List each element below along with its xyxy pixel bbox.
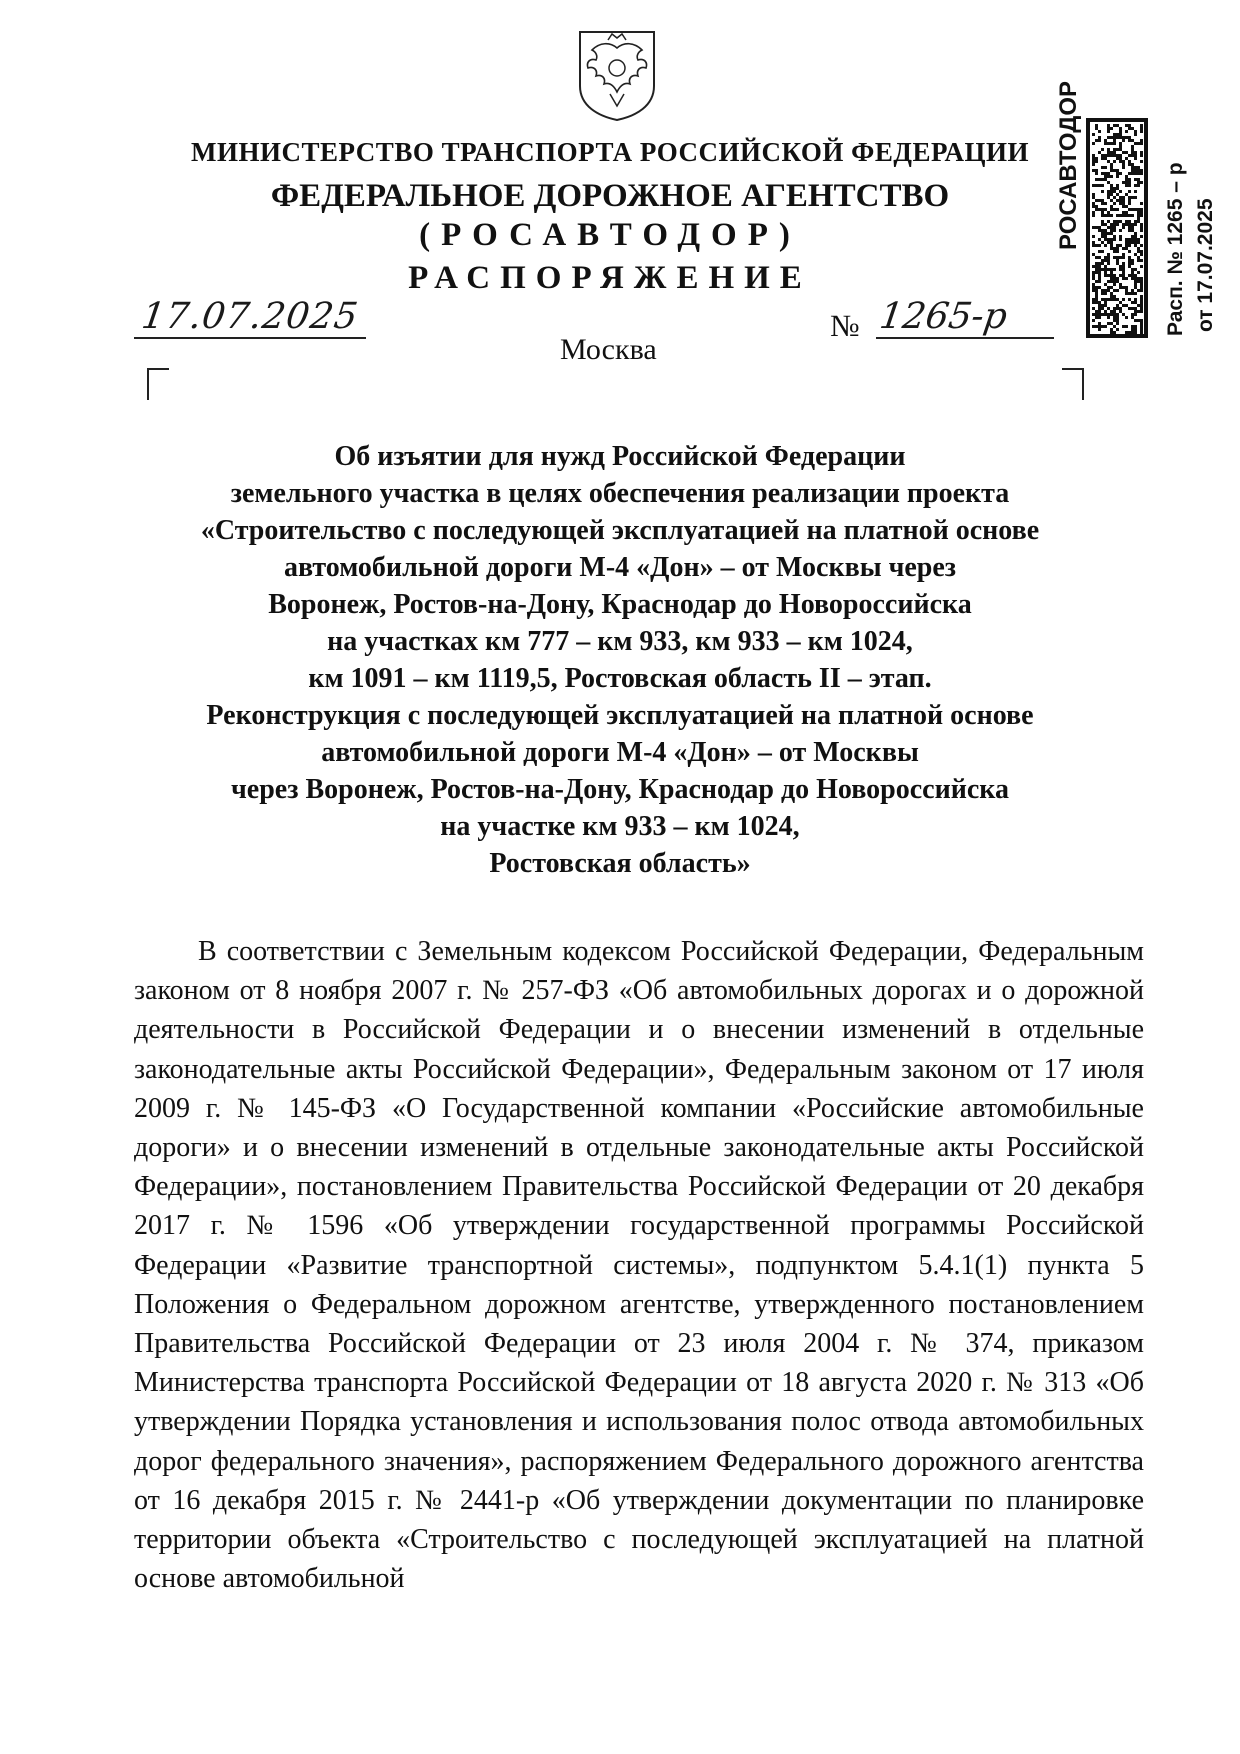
title-line: Ростовская область» [489, 848, 751, 879]
document-body [134, 932, 1144, 1598]
agency-abbreviation: (РОСАВТОДОР) [419, 217, 801, 253]
body-paragraph: В соответствии с Земельным кодексом Российской Федерации, Федеральным законом от 8 ноября 2007 г. № 257-ФЗ «Об автомобильных дорогах и о дорожной деятельности в Российской Федерации и о внесении изменений в отдельные законодательные акты Российской Федерации», Федеральным законом от 17 июля 2009 г. № 145-ФЗ «О Государственной компании «Российские автомобильные дороги» и о внесении изменений в отдельные законодательные акты Российской Федерации», постановлением Правительства Российской Федерации от 20 декабря 2017 г. № 1596 «Об утверждении государственной программы Российской Федерации «Развитие транспортной системы», подпунктом 5.4.1(1) пункта 5 Положения о Федеральном дорожном агентстве, утвержденного постановлением Правительства Российской Федерации от 23 июля 2004 г. № 374, приказом Министерства транспорта Российской Федерации от 18 августа 2020 г. № 313 «Об утверждении Порядка установления и использования полос отвода автомобильных дорог федерального значения», распоряжением Федерального дорожного агентства от 16 декабря 2015 г. № 2441-р «Об утверждении документации по планировке территории объекта «Строительство с последующей эксплуатацией на платной основе автомобильной [134, 936, 1144, 1595]
barcode-icon [1086, 118, 1148, 338]
ministry-name: МИНИСТЕРСТВО ТРАНСПОРТА РОССИЙСКОЙ ФЕДЕРАЦИИ [190, 137, 1030, 167]
document-number: 1265-р [877, 296, 1010, 337]
title-line: на участке км 933 – км 1024, [440, 811, 800, 842]
document-type: РАСПОРЯЖЕНИЕ [408, 260, 812, 296]
title-line: земельного участка в целях обеспечения реализации проекта [230, 478, 1010, 509]
title-line: автомобильной дороги М-4 «Дон» – от Москвы через [283, 552, 957, 583]
document-title [120, 438, 1120, 882]
title-bracket-left [147, 368, 169, 400]
title-line: на участках км 777 – км 933, км 933 – км 1024, [327, 626, 913, 657]
title-line: «Строительство с последующей эксплуатацией на платной основе [200, 515, 1040, 546]
stamp-registration-date: от 17.07.2025 [1194, 198, 1217, 332]
title-line: через Воронеж, Ростов-на-Дону, Краснодар до Новороссийска [231, 774, 1009, 805]
number-label: № [830, 308, 860, 343]
title-line: автомобильной дороги М-4 «Дон» – от Москвы [321, 737, 919, 768]
title-bracket-right [1062, 368, 1084, 400]
title-line: км 1091 – км 1119,5, Ростовская область II – этап. [308, 663, 932, 694]
title-line: Об изъятии для нужд Российской Федерации [334, 441, 906, 472]
coat-of-arms-icon [574, 28, 660, 122]
title-line: Воронеж, Ростов-на-Дону, Краснодар до Новороссийска [268, 589, 972, 620]
document-date: 17.07.2025 [139, 296, 362, 337]
title-line: Реконструкция с последующей эксплуатацией на платной основе [206, 700, 1034, 731]
agency-name: ФЕДЕРАЛЬНОЕ ДОРОЖНОЕ АГЕНТСТВО [270, 178, 950, 214]
stamp-organization: РОСАВТОДОР [1055, 80, 1082, 250]
stamp-registration-number: Расп. № 1265 – р [1164, 162, 1187, 336]
document-city: Москва [560, 333, 657, 366]
